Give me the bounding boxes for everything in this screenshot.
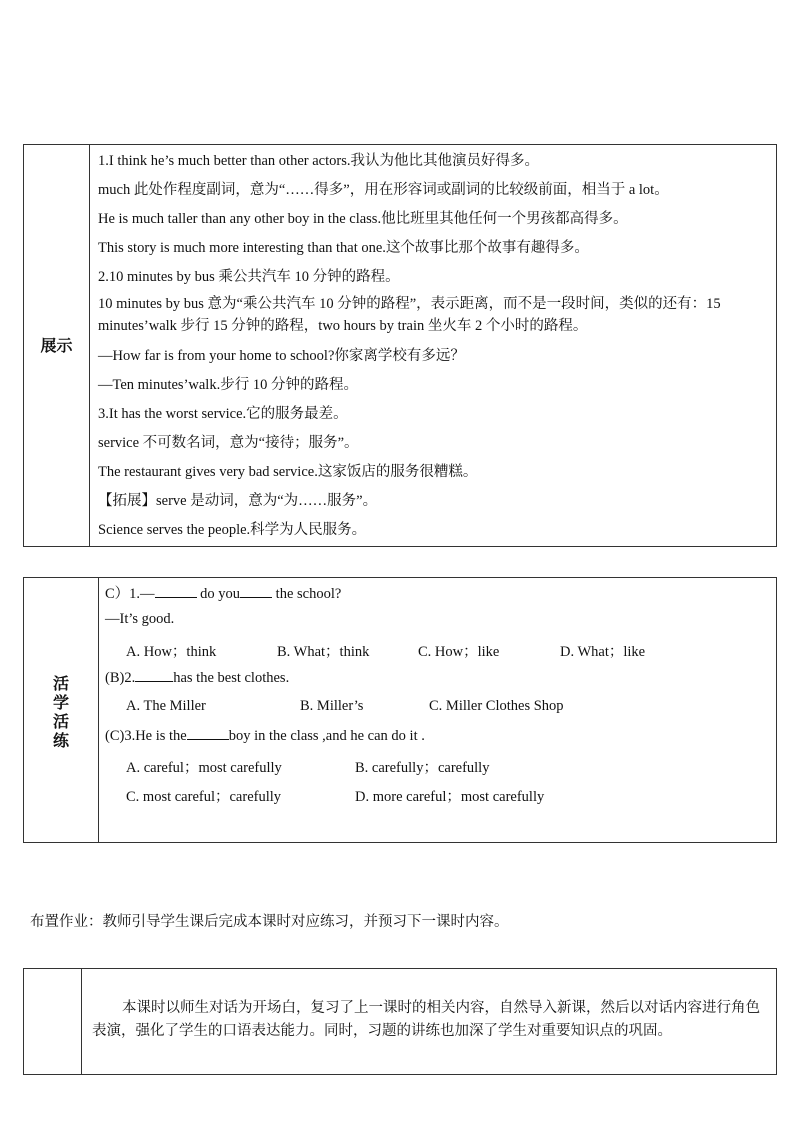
q2-option-a: A. The Miller <box>126 698 206 714</box>
q1-option-a: A. How；think <box>126 644 217 660</box>
question-2-rest: has the best clothes. <box>173 670 290 686</box>
display-line-10: service 不可数名词，意为“接待；服务”。 <box>98 435 359 451</box>
practice-label-char-3: 活 <box>52 712 69 731</box>
question-3 <box>105 727 425 745</box>
question-3-blank <box>187 727 229 740</box>
practice-table <box>23 577 777 843</box>
q3-option-c: C. most careful；carefully <box>126 789 282 805</box>
display-line-7: —How far is from your home to school?你家离学校有多远？ <box>98 348 465 364</box>
display-line-13: Science serves the people.科学为人民服务。 <box>98 522 367 538</box>
q3-option-b: B. carefully；carefully <box>355 760 490 776</box>
q1-option-b: B. What；think <box>277 644 370 660</box>
display-line-3: He is much taller than any other boy in the class.他比班里其他任何一个男孩都高得多。 <box>98 211 628 227</box>
display-label-cell <box>24 145 90 546</box>
display-line-6: 10 minutes by bus 意为“乘公共汽车 10 分钟的路程”，表示距离，而不是一段时间，类似的还有：15 minutes’walk 步行 15 分钟的路程，two hours by train 坐火车 2 个小时的路程。 <box>98 296 721 334</box>
q3-option-a: A. careful；most carefully <box>126 760 282 776</box>
question-3-rest: boy in the class ,and he can do it . <box>228 728 425 744</box>
question-2 <box>105 669 289 687</box>
practice-label-char-4: 练 <box>52 731 69 750</box>
q1-option-d: D. What；like <box>560 644 646 660</box>
question-1-blank-2 <box>240 585 272 598</box>
reflection-content-cell <box>82 969 776 1074</box>
display-line-1: 1.I think he’s much better than other actors.我认为他比其他演员好得多。 <box>98 153 539 169</box>
question-1-prefix: C）1.— <box>105 586 155 602</box>
reflection-table <box>23 968 777 1075</box>
practice-label-char-1: 活 <box>52 674 69 693</box>
display-line-2: much 此处作程度副词，意为“……得多”，用在形容词或副词的比较级前面，相当于 a lot。 <box>98 182 669 198</box>
practice-label-char-2: 学 <box>52 693 69 712</box>
display-label: 展示 <box>40 336 73 355</box>
practice-label <box>24 674 98 750</box>
question-1-answer: —It’s good. <box>105 611 175 627</box>
display-line-5: 2.10 minutes by bus 乘公共汽车 10 分钟的路程。 <box>98 269 400 285</box>
q3-option-d: D. more careful；most carefully <box>355 789 545 805</box>
display-table <box>23 144 777 547</box>
practice-content-cell <box>99 578 776 842</box>
display-line-8: —Ten minutes’walk.步行 10 分钟的路程。 <box>98 377 358 393</box>
display-line-9: 3.It has the worst service.它的服务最差。 <box>98 406 348 422</box>
question-2-blank <box>135 669 173 682</box>
practice-label-cell <box>24 578 99 842</box>
reflection-text: 本课时以师生对话为开场白，复习了上一课时的相关内容，自然导入新课，然后以对话内容进行角色表演，强化了学生的口语表达能力。同时，习题的讲练也加深了学生对重要知识点的巩固。 <box>92 1000 760 1039</box>
homework-note: 布置作业：教师引导学生课后完成本课时对应练习，并预习下一课时内容。 <box>30 914 509 930</box>
display-line-12: 【拓展】serve 是动词，意为“为……服务”。 <box>98 493 378 509</box>
question-1 <box>105 582 341 603</box>
question-1-blank-1 <box>155 585 197 598</box>
question-1-end: the school? <box>275 586 342 602</box>
reflection-label-cell <box>24 969 82 1074</box>
display-line-11: The restaurant gives very bad service.这家饭店的服务很糟糕。 <box>98 464 478 480</box>
q2-option-b: B. Miller’s <box>300 698 364 714</box>
question-3-prefix: (C)3.He is the <box>105 728 187 744</box>
question-2-prefix: (B)2. <box>105 670 136 686</box>
question-1-mid: do you <box>200 586 241 602</box>
q2-option-c: C. Miller Clothes Shop <box>429 698 564 714</box>
display-content-cell <box>90 145 776 546</box>
q1-option-c: C. How；like <box>418 644 500 660</box>
display-line-4: This story is much more interesting than that one.这个故事比那个故事有趣得多。 <box>98 240 589 256</box>
